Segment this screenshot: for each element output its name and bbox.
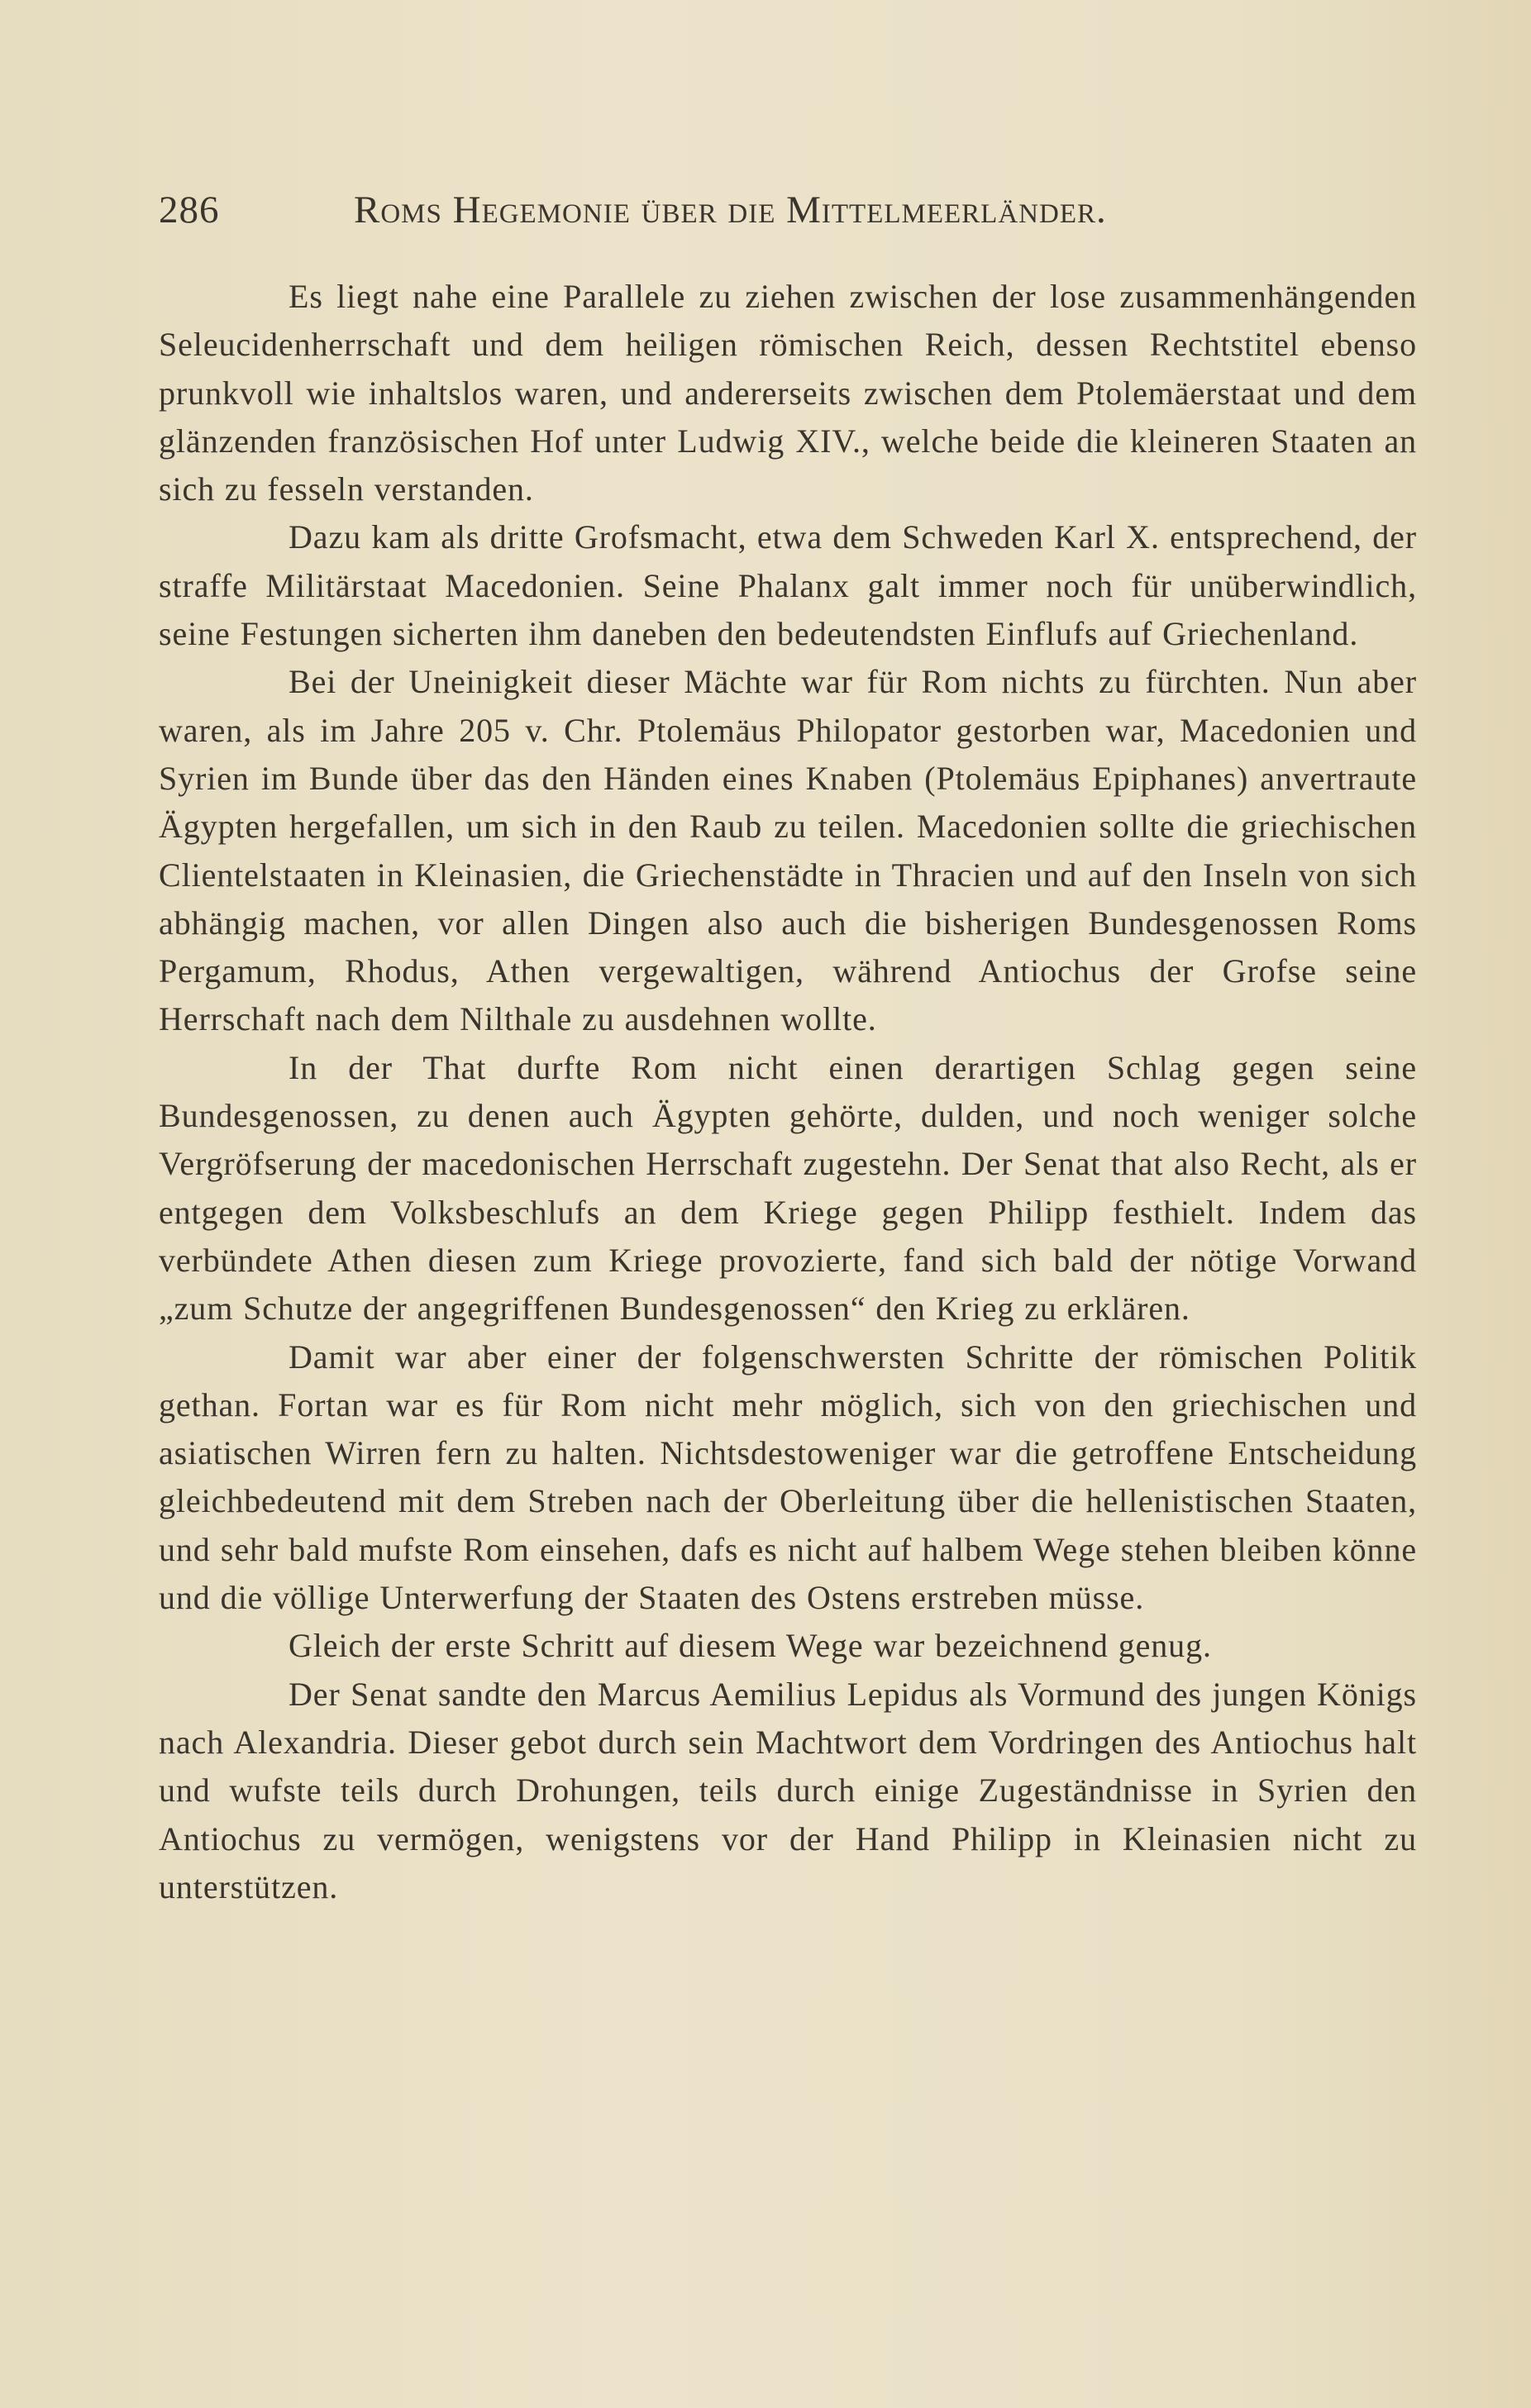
paragraph-senate: In der That durfte Rom nicht einen derartigen Schlag gegen seine Bundesgenossen, zu denen auch Ägypten gehörte, dulden, und noch weniger solche Vergröfserung der macedonischen Herrschaft zugestehn. Der Senat that also Recht, als er entgegen dem Volksbeschlufs an dem Kriege gegen Philipp festhielt. Indem das verbündete Athen diesen zum Kriege provozierte, fand sich bald der nötige Vorwand „zum Schutze der angegriffenen Bundesgenossen“ den Krieg zu erklären. xyxy=(159,1048,1417,1328)
paragraph-macedonia: Dazu kam als dritte Grofsmacht, etwa dem Schweden Karl X. entsprechend, der straffe Militärstaat Macedonien. Seine Phalanx galt immer noch für unüberwindlich, seine Festungen sicherten ihm daneben den bedeutendsten Einflufs auf Griechenland. xyxy=(159,518,1417,653)
body-text xyxy=(159,273,1417,1911)
paragraph-first-step: Gleich der erste Schritt auf diesem Wege war bezeichnend genug. xyxy=(289,1627,1212,1665)
paragraph-lepidus: Der Senat sandte den Marcus Aemilius Lepidus als Vormund des jungen Königs nach Alexandria. Dieser gebot durch sein Machtwort dem Vordringen des Antiochus halt und wufste teils durch Drohungen, teils durch einige Zugeständnisse in Syrien den Antiochus zu vermögen, wenigstens vor der Hand Philipp in Kleinasien nicht zu unterstützen. xyxy=(159,1675,1417,1905)
running-head xyxy=(159,185,1258,235)
paragraph-consequences: Damit war aber einer der folgenschwersten Schritte der römischen Politik gethan. Fortan war es für Rom nicht mehr möglich, sich von den griechischen und asiatischen Wirren fern zu halten. Nichtsdestoweniger war die getroffene Entscheidung gleichbedeutend mit dem Streben nach der Oberleitung über die hellenistischen Staaten, und sehr bald mufste Rom einsehen, dafs es nicht auf halbem Wege stehen bleiben könne und die völlige Unterwerfung der Staaten des Ostens erstreben müsse. xyxy=(159,1338,1417,1617)
paragraph-disunity: Bei der Uneinigkeit dieser Mächte war für Rom nichts zu fürchten. Nun aber waren, als im Jahre 205 v. Chr. Ptolemäus Philopator gestorben war, Macedonien und Syrien im Bunde über das den Händen eines Knaben (Ptolemäus Epiphanes) anvertraute Ägypten hergefallen, um sich in den Raub zu teilen. Macedonien sollte die griechischen Clientelstaaten in Kleinasien, die Griechenstädte in Thracien und auf den Inseln von sich abhängig machen, vor allen Dingen also auch die bisherigen Bundesgenossen Roms Pergamum, Rhodus, Athen vergewaltigen, während Antiochus der Grofse seine Herrschaft nach dem Nilthale zu ausdehnen wollte. xyxy=(159,663,1417,1038)
page-number: 286 xyxy=(159,188,220,231)
paragraph-parallel: Es liegt nahe eine Parallele zu ziehen zwischen der lose zusammenhängenden Seleucidenherrschaft und dem heiligen römischen Reich, dessen Rechtstitel ebenso prunkvoll wie inhaltslos waren, und andererseits zwischen dem Ptolemäerstaat und dem glänzenden französischen Hof unter Ludwig XIV., welche beide die kleineren Staaten an sich zu fesseln verstanden. xyxy=(159,278,1417,508)
running-title: Roms Hegemonie über die Mittelmeerländer. xyxy=(354,188,1107,231)
